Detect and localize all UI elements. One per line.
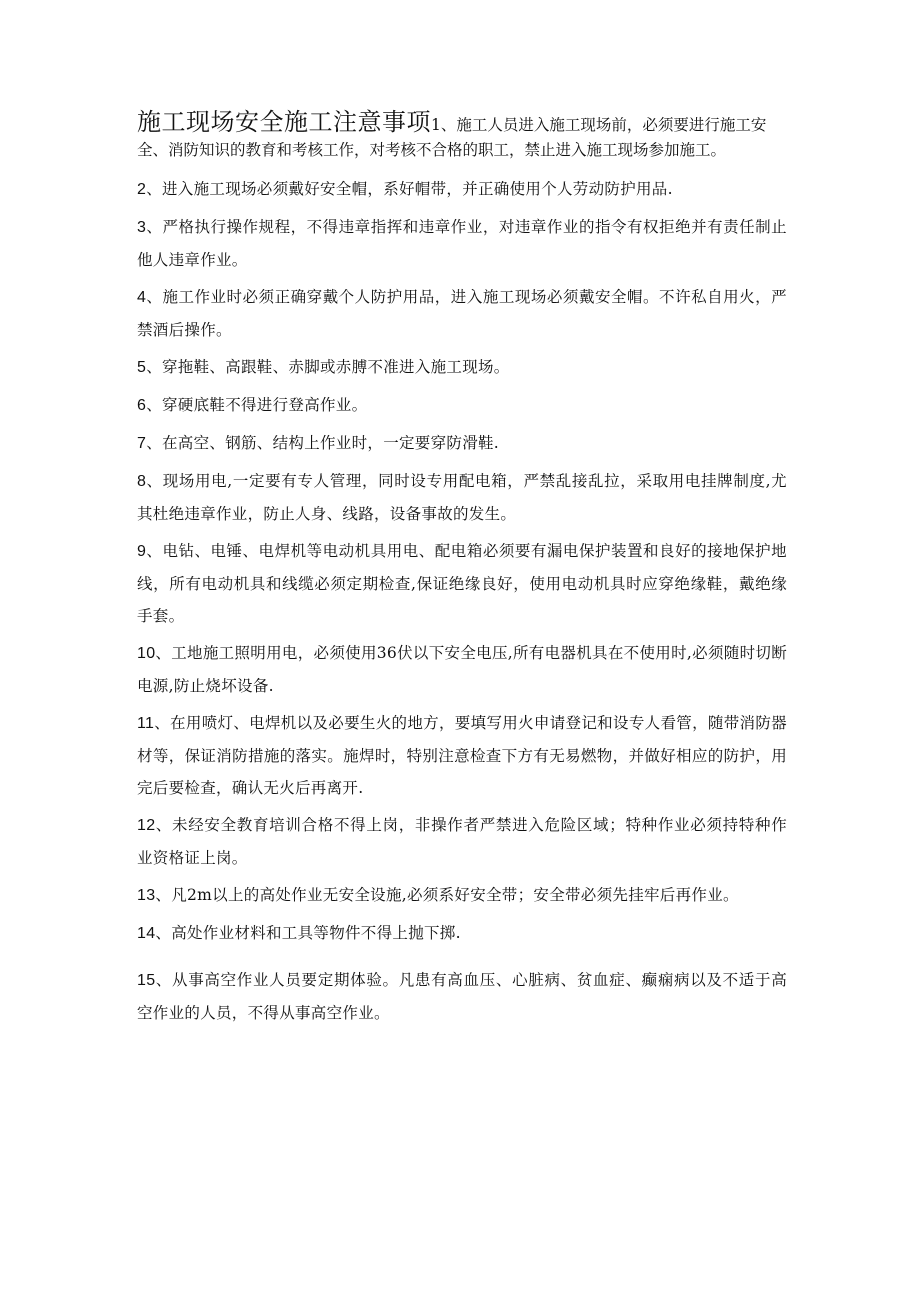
title-paragraph xyxy=(137,110,787,163)
item-number: 10 xyxy=(137,645,156,662)
item-number: 6 xyxy=(137,397,147,414)
item-text: 、在用喷灯、电焊机以及必要生火的地方，要填写用火申请登记和设专人看管，随带消防器材等，保证消防措施的落实。施焊时，特别注意检查下方有无易燃物，并做好相应的防护，用完后要检查，确认无火后再离开. xyxy=(137,714,787,797)
item-number: 14 xyxy=(137,925,156,942)
list-item xyxy=(137,173,787,206)
item-number: 11 xyxy=(137,715,155,732)
list-item xyxy=(137,964,787,1029)
list-item xyxy=(137,427,787,460)
item-text: 、工地施工照明用电，必须使用36伏以下安全电压,所有电器机具在不使用时,必须随时切断电源,防止烧坏设备. xyxy=(137,644,787,695)
list-item xyxy=(137,351,787,384)
list-item xyxy=(137,211,787,276)
item-number: 1 xyxy=(431,116,441,134)
item-number: 3 xyxy=(137,219,147,236)
document-page xyxy=(137,110,787,1034)
item-number: 8 xyxy=(137,473,147,490)
item-text: 、施工人员进入施工现场前，必须要进行施工安全、消防知识的教育和考核工作，对考核不合格的职工，禁止进入施工现场参加施工。 xyxy=(137,116,767,159)
item-number: 2 xyxy=(137,181,147,198)
item-text: 、高处作业材料和工具等物件不得上抛下掷. xyxy=(155,924,461,942)
item-text: 、未经安全教育培训合格不得上岗，非操作者严禁进入危险区域；特种作业必须持特种作业资格证上岗。 xyxy=(137,816,787,867)
item-text: 、凡2m以上的高处作业无安全设施,必须系好安全带；安全带必须先挂牢后再作业。 xyxy=(155,886,739,904)
item-number: 13 xyxy=(137,887,156,904)
list-item xyxy=(137,917,787,950)
item-text: 、穿拖鞋、高跟鞋、赤脚或赤膊不准进入施工现场。 xyxy=(146,358,510,376)
list-item xyxy=(137,809,787,874)
item-number: 15 xyxy=(137,972,156,989)
item-number: 7 xyxy=(137,435,147,452)
list-item xyxy=(137,389,787,422)
item-number: 12 xyxy=(137,817,156,834)
item-text: 、施工作业时必须正确穿戴个人防护用品，进入施工现场必须戴安全帽。不许私自用火，严禁酒后操作。 xyxy=(137,288,787,339)
item-text: 、进入施工现场必须戴好安全帽，系好帽带，并正确使用个人劳动防护用品. xyxy=(146,180,673,198)
document-title: 施工现场安全施工注意事项 xyxy=(137,108,431,136)
item-text: 、在高空、钢筋、结构上作业时，一定要穿防滑鞋. xyxy=(146,434,500,452)
item-text: 、穿硬底鞋不得进行登高作业。 xyxy=(146,396,368,414)
item-text: 、从事高空作业人员要定期体验。凡患有高血压、心脏病、贫血症、癫痫病以及不适于高空作业的人员，不得从事高空作业。 xyxy=(137,971,787,1022)
item-text: 、电钻、电锤、电焊机等电动机具用电、配电箱必须要有漏电保护装置和良好的接地保护地线，所有电动机具和线缆必须定期检查,保证绝缘良好，使用电动机具时应穿绝缘鞋，戴绝缘手套。 xyxy=(137,542,787,625)
item-number: 9 xyxy=(137,543,147,560)
list-item xyxy=(137,707,787,804)
list-item xyxy=(137,535,787,632)
list-item xyxy=(137,637,787,702)
list-item xyxy=(137,281,787,346)
list-item xyxy=(137,879,787,912)
item-number: 5 xyxy=(137,359,147,376)
item-number: 4 xyxy=(137,289,147,306)
list-item xyxy=(137,465,787,530)
item-text: 、现场用电,一定要有专人管理，同时设专用配电箱，严禁乱接乱拉，采取用电挂牌制度,尤其杜绝违章作业，防止人身、线路，设备事故的发生。 xyxy=(137,472,787,523)
item-text: 、严格执行操作规程，不得违章指挥和违章作业，对违章作业的指令有权拒绝并有责任制止他人违章作业。 xyxy=(137,218,787,269)
